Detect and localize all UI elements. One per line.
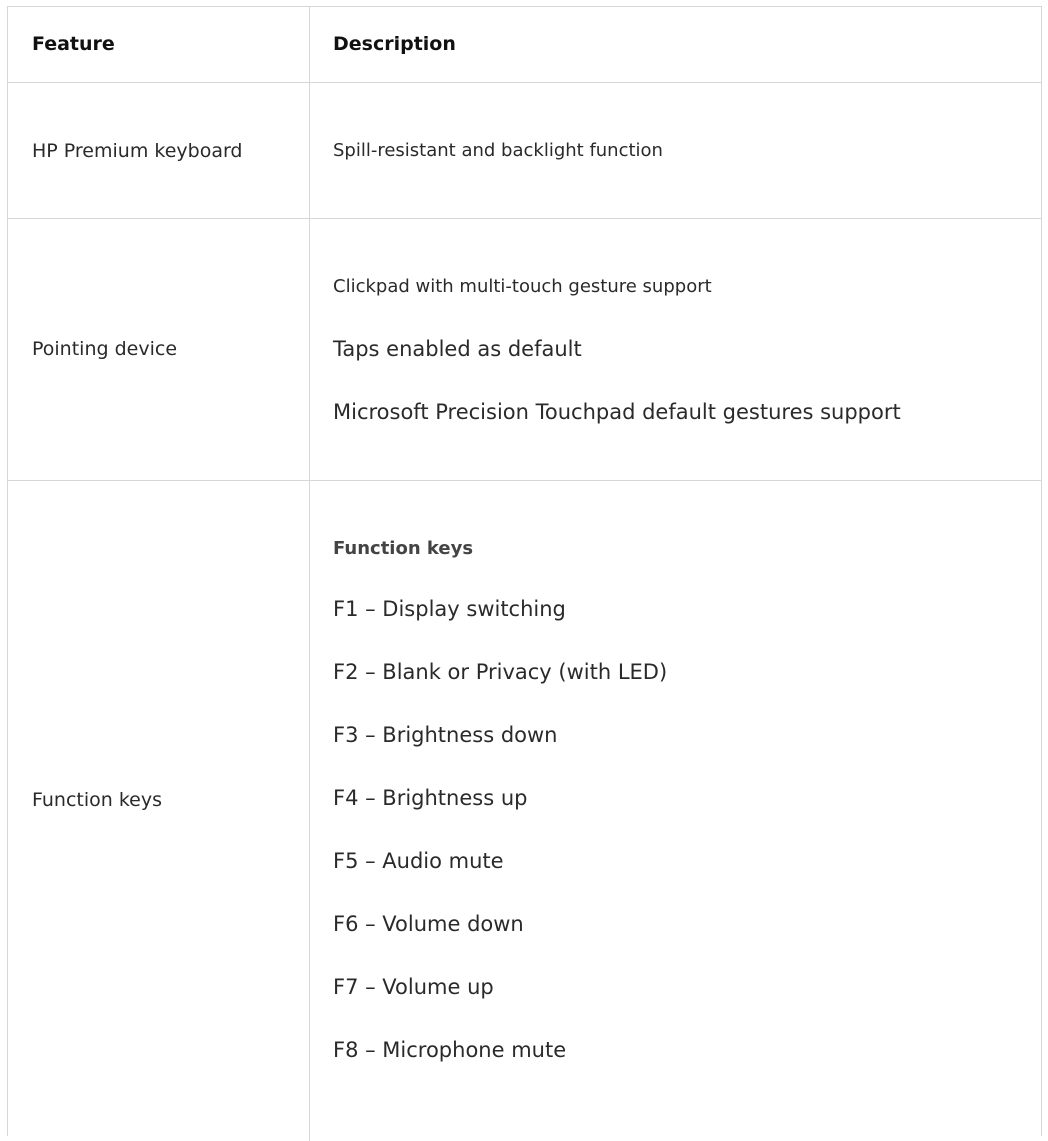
table-row [8, 219, 1041, 481]
table-row [8, 83, 1041, 219]
table-header-row [8, 7, 1041, 83]
feature-cell: HP Premium keyboard [32, 140, 243, 162]
description-line: F5 – Audio mute [333, 849, 504, 873]
column-divider [309, 481, 310, 1141]
description-line: F2 – Blank or Privacy (with LED) [333, 660, 668, 684]
column-divider [309, 83, 310, 218]
description-line: F8 – Microphone mute [333, 1038, 567, 1062]
description-line: F3 – Brightness down [333, 723, 558, 747]
description-line: F1 – Display switching [333, 597, 566, 621]
feature-cell: Pointing device [32, 338, 178, 360]
header-description: Description [333, 33, 456, 55]
feature-cell: Function keys [32, 789, 163, 811]
description-line: Microsoft Precision Touchpad default gestures support [333, 400, 901, 424]
description-line: Spill-resistant and backlight function [333, 140, 663, 161]
description-line: Clickpad with multi-touch gesture support [333, 276, 712, 297]
description-line: F7 – Volume up [333, 975, 494, 999]
description-line: F4 – Brightness up [333, 786, 528, 810]
description-line: F6 – Volume down [333, 912, 524, 936]
table-row [8, 481, 1041, 1141]
column-divider [309, 7, 310, 82]
spec-table [7, 6, 1042, 1136]
description-heading: Function keys [333, 538, 474, 559]
header-feature: Feature [32, 33, 115, 55]
description-line: Taps enabled as default [333, 337, 582, 361]
column-divider [309, 219, 310, 480]
